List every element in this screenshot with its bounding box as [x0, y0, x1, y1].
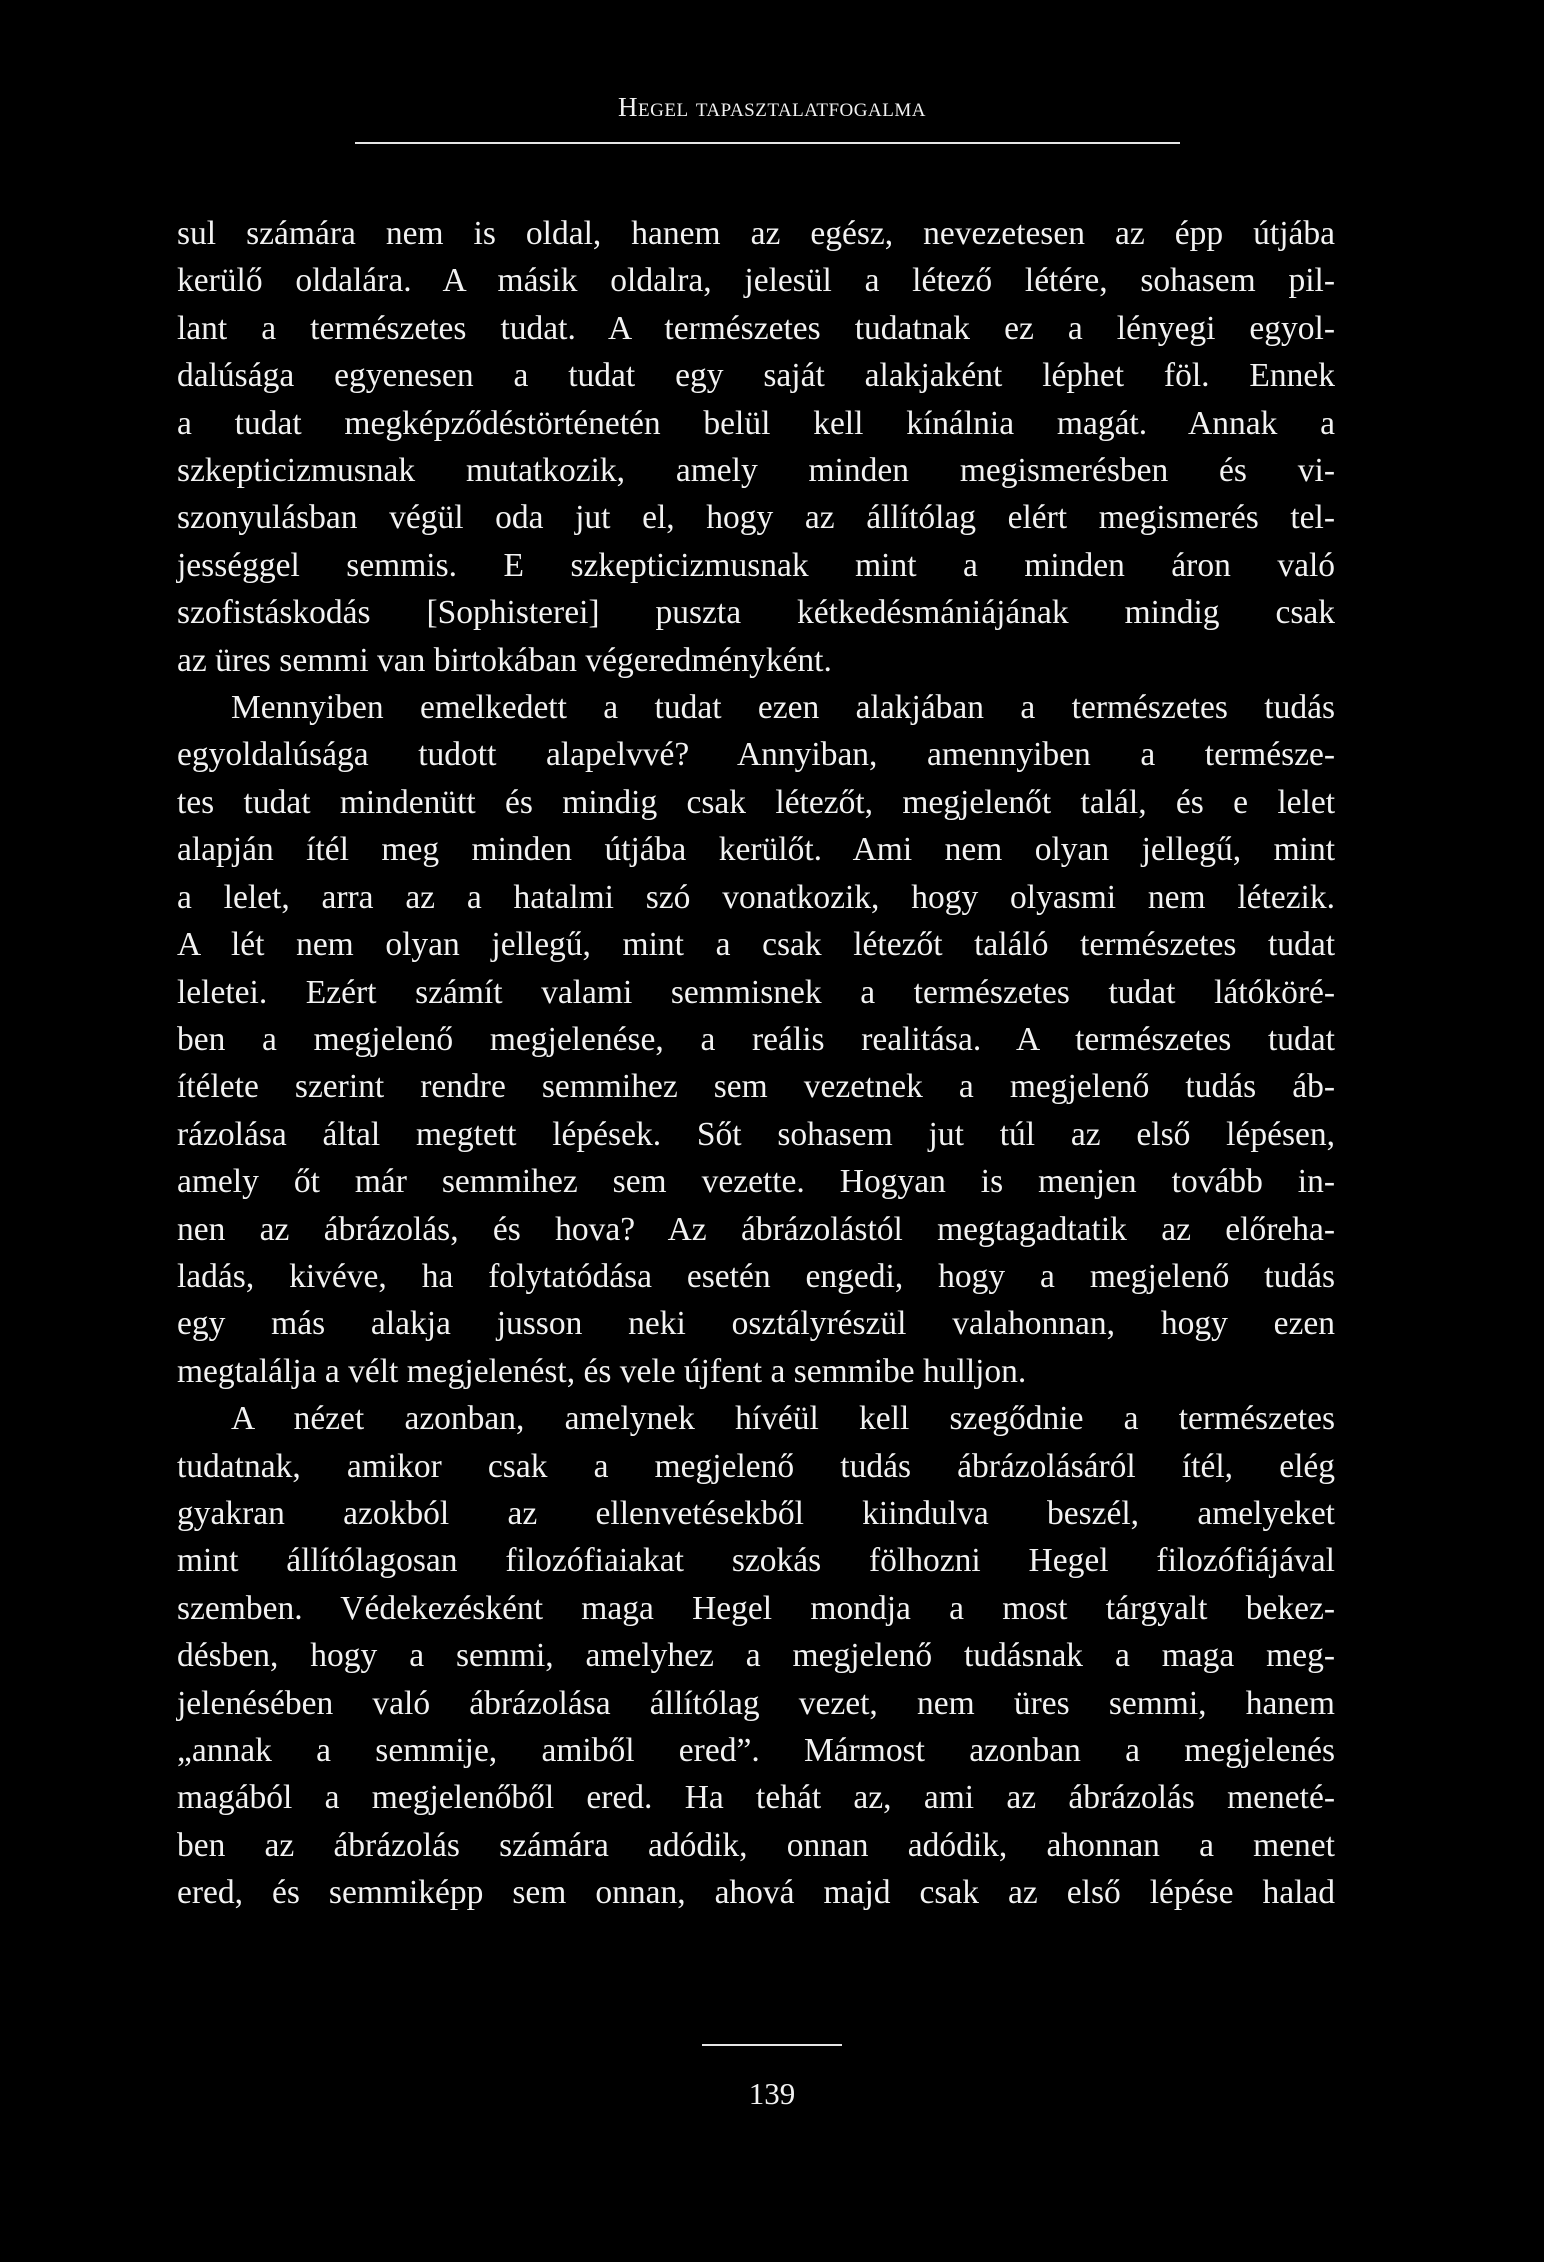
- text-line: A lét nem olyan jellegű, mint a csak létezőt találó természetes tudat: [177, 926, 1335, 964]
- text-line: ered, és semmiképp sem onnan, ahová majd csak az első lépése halad: [177, 1874, 1335, 1912]
- text-line: désben, hogy a semmi, amelyhez a megjelenő tudásnak a maga meg-: [177, 1637, 1335, 1675]
- body-text: [177, 210, 1335, 1917]
- text-line: ben a megjelenő megjelenése, a reális realitása. A természetes tudat: [177, 1020, 1335, 1058]
- text-line: jelenésében való ábrázolása állítólag vezet, nem üres semmi, hanem: [177, 1684, 1335, 1722]
- text-line: szemben. Védekezésként maga Hegel mondja a most tárgyalt bekez-: [177, 1589, 1335, 1627]
- text-line: szonyulásban végül oda jut el, hogy az állítólag elért megismerés tel-: [177, 499, 1335, 537]
- text-line: ben az ábrázolás számára adódik, onnan adódik, ahonnan a menet: [177, 1826, 1335, 1864]
- text-line: A nézet azonban, amelynek hívéül kell szegődnie a természetes: [231, 1400, 1335, 1438]
- text-line: „annak a semmije, amiből ered”. Mármost azonban a megjelenés: [177, 1732, 1335, 1769]
- text-line: leletei. Ezért számít valami semmisnek a természetes tudat látóköré-: [177, 973, 1335, 1011]
- text-line: rázolása által megtett lépések. Sőt sohasem jut túl az első lépésen,: [177, 1115, 1335, 1153]
- text-line: mint állítólagosan filozófiaiakat szokás fölhozni Hegel filozófiájával: [177, 1542, 1335, 1580]
- text-line: kerülő oldalára. A másik oldalra, jelesül a létező létére, sohasem pil-: [177, 262, 1335, 300]
- text-line: egy más alakja jusson neki osztályrészül valahonnan, hogy ezen: [177, 1305, 1335, 1343]
- text-line: szofistáskodás [Sophisterei] puszta kétkedésmániájának mindig csak: [177, 594, 1335, 632]
- text-line: egyoldalúsága tudott alapelvvé? Annyiban, amennyiben a természe-: [177, 736, 1335, 774]
- text-line: az üres semmi van birtokában végeredményként.: [177, 641, 832, 679]
- text-line: a lelet, arra az a hatalmi szó vonatkozik, hogy olyasmi nem létezik.: [177, 878, 1335, 916]
- text-line: alapján ítél meg minden útjába kerülőt. Ami nem olyan jellegű, mint: [177, 831, 1335, 869]
- header-rule: [355, 142, 1180, 144]
- text-line: jességgel semmis. E szkepticizmusnak mint a minden áron való: [177, 546, 1335, 584]
- page-number: 139: [748, 2076, 796, 2111]
- text-line: nen az ábrázolás, és hova? Az ábrázolástól megtagadtatik az előreha-: [177, 1210, 1335, 1248]
- text-line: magából a megjelenőből ered. Ha tehát az, ami az ábrázolás meneté-: [177, 1779, 1335, 1817]
- text-line: amely őt már semmihez sem vezette. Hogyan is menjen tovább in-: [177, 1163, 1335, 1201]
- text-line: sul számára nem is oldal, hanem az egész, nevezetesen az épp útjába: [177, 215, 1335, 252]
- text-line: ítélete szerint rendre semmihez sem vezetnek a megjelenő tudás áb-: [177, 1068, 1335, 1106]
- text-line: szkepticizmusnak mutatkozik, amely minden megismerésben és vi-: [177, 452, 1335, 490]
- text-line: Mennyiben emelkedett a tudat ezen alakjában a természetes tudás: [231, 689, 1335, 727]
- running-head: Hegel tapasztalatfogalma: [618, 92, 926, 122]
- text-line: tes tudat mindenütt és mindig csak létezőt, megjelenőt talál, és e lelet: [177, 783, 1335, 821]
- text-line: a tudat megképződéstörténetén belül kell kínálnia magát. Annak a: [177, 404, 1335, 442]
- text-line: tudatnak, amikor csak a megjelenő tudás ábrázolásáról ítél, elég: [177, 1447, 1335, 1485]
- text-line: megtalálja a vélt megjelenést, és vele újfent a semmibe hulljon.: [177, 1352, 1027, 1390]
- text-line: lant a természetes tudat. A természetes tudatnak ez a lényegi egyol-: [177, 309, 1335, 347]
- text-line: dalúsága egyenesen a tudat egy saját alakjaként léphet föl. Ennek: [177, 357, 1335, 395]
- text-line: gyakran azokból az ellenvetésekből kiindulva beszél, amelyeket: [177, 1494, 1335, 1532]
- text-line: ladás, kivéve, ha folytatódása esetén engedi, hogy a megjelenő tudás: [177, 1257, 1335, 1295]
- footer-rule: [702, 2044, 842, 2046]
